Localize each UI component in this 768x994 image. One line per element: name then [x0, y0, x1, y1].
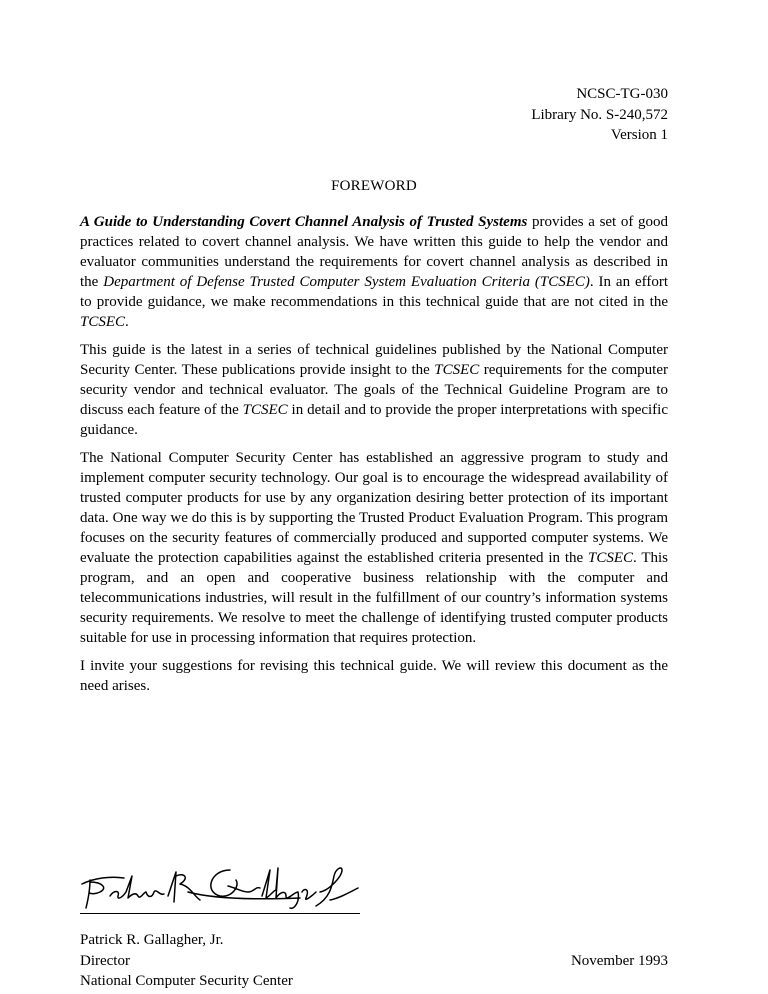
paragraph-text: This guide is the latest in a series of technical guidelines published by the National Computer Security Center. These publications provide insight to the — [80, 341, 668, 378]
tcsec-reference: TCSEC — [242, 401, 288, 418]
guide-title: A Guide to Understanding Covert Channel Analysis of Trusted Systems — [80, 213, 528, 230]
paragraph-text: requirements for the computer security vendor and technical evaluator. The goals of the Technical Guideline Program are to discuss each feature of the — [80, 361, 668, 418]
signer-name: Patrick R. Gallagher, Jr. — [80, 932, 224, 948]
doc-number: NCSC-TG-030 — [576, 86, 668, 102]
paragraph-text: . — [125, 313, 129, 330]
paragraph-series — [80, 340, 668, 440]
tcsec-reference: TCSEC — [588, 549, 634, 566]
signature-line — [80, 913, 360, 914]
signer-block — [80, 930, 293, 992]
paragraph-intro — [80, 212, 668, 332]
paragraph-program — [80, 448, 668, 648]
document-page — [80, 84, 668, 704]
handwritten-signature — [80, 862, 362, 912]
version-label: Version 1 — [610, 127, 668, 143]
document-date: November 1993 — [570, 953, 668, 969]
paragraph-text: The National Computer Security Center has established an aggressive program to study and implement computer security technology. Our goal is to encourage the widespread availability of trusted computer products for use by any organization desiring better protection of its important data. One way we do this is by supporting the Trusted Product Evaluation Program. This program focuses on the security features of commercially produced and supported computer systems. We evaluate the protection capabilities against the established criteria presented in the — [80, 449, 668, 566]
tcsec-reference: TCSEC — [434, 361, 480, 378]
paragraph-text: in detail and to provide the proper interpretations with specific guidance. — [80, 401, 668, 438]
document-header — [80, 84, 668, 146]
signer-role: Director — [80, 952, 130, 969]
tcsec-reference: TCSEC — [80, 313, 126, 330]
criteria-title: Department of Defense Trusted Computer System Evaluation Criteria (TCSEC) — [103, 273, 590, 290]
paragraph-invitation: I invite your suggestions for revising this technical guide. We will review this document as the need arises. — [80, 657, 668, 694]
paragraph-text: . In an effort to provide guidance, we make recommendations in this technical guide that are not cited in the — [80, 273, 669, 310]
paragraph-text: . This program, and an open and cooperative business relationship with the computer and telecommunications industries, will result in the fulfillment of our country’s information systems security requirements. We resolve to meet the challenge of identifying trusted computer products suitable for use in processing information that requires protection. — [80, 549, 668, 646]
library-number: Library No. S-240,572 — [531, 106, 668, 123]
foreword-title: FOREWORD — [331, 177, 417, 194]
signer-organization: National Computer Security Center — [80, 973, 293, 989]
paragraph-text: provides a set of good practices related to covert channel analysis. We have written this guide to help the vendor and evaluator communities understand the requirements for covert channel analysis as described in the — [80, 213, 668, 290]
